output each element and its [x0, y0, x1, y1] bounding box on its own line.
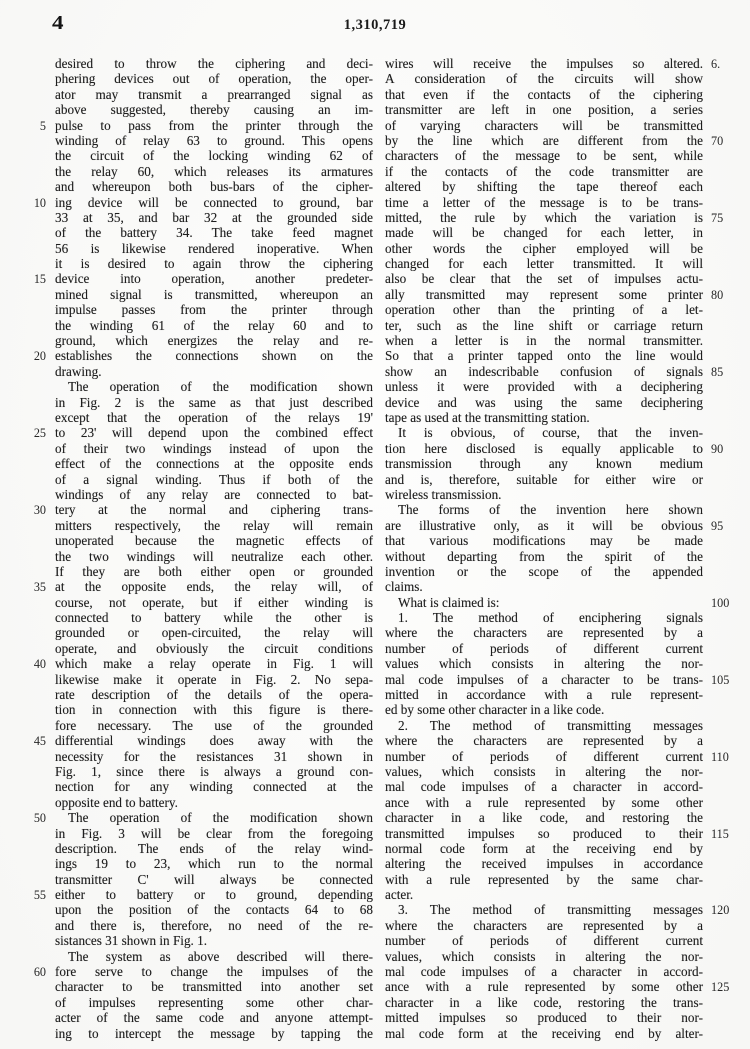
text-line-row — [30, 887, 373, 902]
text-line: wireless transmission. — [385, 486, 502, 502]
text-line-row — [385, 195, 733, 210]
margin-line-number: 85 — [711, 364, 724, 379]
text-line: to 23' will depend upon the combined effect — [55, 425, 373, 441]
text-line: operation other than the printing of a let- — [385, 302, 703, 318]
text-line-row — [385, 164, 733, 179]
text-line: It is obvious, of course, that the inven- — [398, 425, 703, 441]
text-line: when a letter is in the normal transmitter. — [385, 333, 703, 349]
text-line-row — [30, 656, 373, 671]
text-line-row — [30, 302, 373, 317]
text-line: 1. The method of enciphering signals — [398, 610, 703, 626]
text-line-row — [30, 441, 373, 456]
margin-line-number: 45 — [33, 734, 46, 749]
text-line: rate description of the details of the opera- — [55, 687, 373, 703]
text-line-row — [30, 733, 373, 748]
text-line-row — [30, 164, 373, 179]
text-line-row — [385, 410, 733, 425]
text-line: upon the position of the contacts 64 to 68 — [55, 902, 373, 918]
text-line-row — [30, 71, 373, 86]
text-line: are illustrative only, as it will be obvious — [385, 517, 703, 533]
text-line: course, not operate, but if either winding is — [55, 594, 373, 610]
text-line: unless it were provided with a deciphering — [385, 379, 703, 395]
text-line-row — [30, 364, 373, 379]
text-line: number of periods of different current — [385, 748, 703, 764]
text-line: mal code impulses of a character to be trans- — [385, 671, 703, 687]
margin-line-number: 90 — [711, 441, 724, 456]
text-line-row — [385, 102, 733, 117]
text-line: A consideration of the circuits will show — [385, 71, 703, 87]
text-line-row — [385, 979, 733, 994]
text-line-row — [30, 225, 373, 240]
text-line-row — [385, 579, 733, 594]
text-line-row — [30, 579, 373, 594]
text-line-row — [30, 395, 373, 410]
text-line: made will be changed for each letter, in — [385, 225, 703, 241]
text-line: ally transmitted may represent some printer — [385, 286, 703, 302]
text-line: device and was using the same deciphering — [385, 394, 703, 410]
margin-line-number: 115 — [711, 826, 729, 841]
text-line-row — [385, 918, 733, 933]
margin-line-number: 15 — [33, 272, 46, 287]
text-line: ings 19 to 23, which run to the normal — [55, 856, 373, 872]
text-line-row — [385, 256, 733, 271]
text-line-row — [385, 610, 733, 625]
text-line: ing device will be connected to ground, bar — [55, 194, 373, 210]
text-line: sistances 31 shown in Fig. 1. — [55, 933, 208, 949]
text-line-row — [30, 549, 373, 564]
text-line: So that a printer tapped onto the line would — [385, 348, 703, 364]
text-line-row — [30, 902, 373, 917]
text-line: tion here disclosed is equally applicable to — [385, 440, 703, 456]
text-line-row — [30, 1026, 373, 1041]
text-line-row — [385, 472, 733, 487]
text-line: of impulses representing some other char- — [55, 994, 373, 1010]
text-line-row — [30, 456, 373, 471]
text-line-row — [385, 533, 733, 548]
text-line: The operation of the modification shown — [68, 379, 373, 395]
text-line-row — [385, 641, 733, 656]
text-line-row — [30, 56, 373, 71]
text-line-row — [385, 348, 733, 363]
text-line: operate, and obviously the circuit conditions — [55, 640, 373, 656]
margin-line-number: 50 — [33, 811, 46, 826]
text-line-row — [385, 179, 733, 194]
text-line: and there is, therefore, no need of the re- — [55, 917, 373, 933]
text-line-row — [385, 148, 733, 163]
text-line-row — [385, 133, 733, 148]
text-line: mitted impulses so produced to their nor- — [385, 1010, 703, 1026]
text-line-row — [30, 564, 373, 579]
text-line-row — [385, 564, 733, 579]
text-line-row — [385, 856, 733, 871]
text-line-row — [30, 287, 373, 302]
text-line-row — [30, 641, 373, 656]
text-line: in Fig. 2 is the same as that just described — [55, 394, 373, 410]
text-line-row — [385, 210, 733, 225]
text-line-row — [30, 425, 373, 440]
page-number: 4 — [52, 12, 64, 34]
text-line: altering the received impulses in accordance — [385, 856, 703, 872]
text-line: acter of the same code and anyone attempt- — [55, 1010, 373, 1026]
text-line-row — [385, 826, 733, 841]
text-line: fore serve to change the impulses of the — [55, 964, 373, 980]
text-line-row — [385, 795, 733, 810]
margin-line-number: 70 — [711, 133, 724, 148]
text-line: desired to throw the ciphering and deci- — [55, 56, 373, 71]
text-line-row — [30, 210, 373, 225]
text-line: where the characters are represented by a — [385, 733, 703, 749]
text-line: tion in connection with this figure is there- — [55, 702, 373, 718]
text-line-row — [30, 702, 373, 717]
text-line-row — [385, 872, 733, 887]
text-line-row — [385, 687, 733, 702]
text-line: except that the operation of the relays 19' — [55, 409, 373, 425]
text-line-row — [30, 533, 373, 548]
margin-line-number: 110 — [711, 749, 729, 764]
text-line: 3. The method of transmitting messages — [398, 902, 703, 918]
text-line-row — [385, 425, 733, 440]
text-line: The forms of the invention here shown — [398, 502, 703, 518]
text-line: without departing from the spirit of the — [385, 548, 703, 564]
margin-line-number: 100 — [711, 595, 730, 610]
text-line-row — [385, 764, 733, 779]
text-line: transmitted impulses so produced to their — [385, 825, 703, 841]
text-line-row — [30, 1010, 373, 1025]
text-line-row — [385, 933, 733, 948]
text-line: 56 is likewise rendered inoperative. When — [55, 240, 373, 256]
text-line: phering devices out of operation, the oper- — [55, 71, 373, 87]
text-line: fore necessary. The use of the grounded — [55, 717, 373, 733]
text-line-row — [30, 918, 373, 933]
text-line: necessity for the resistances 31 shown in — [55, 748, 373, 764]
margin-line-number: 25 — [33, 426, 46, 441]
text-line-row — [30, 148, 373, 163]
text-column-right — [385, 56, 733, 1041]
text-line-row — [385, 56, 733, 71]
text-line: show an indescribable confusion of signals — [385, 363, 703, 379]
text-line: mined signal is transmitted, whereupon an — [55, 286, 373, 302]
text-line: ance with a rule represented by some other — [385, 979, 703, 995]
text-line: and is, therefore, suitable for either wire or — [385, 471, 703, 487]
text-line-row — [30, 487, 373, 502]
text-line: likewise make it operate in Fig. 2. No sepa- — [55, 671, 373, 687]
text-line-row — [30, 271, 373, 286]
text-line: and whereupon both bus-bars of the cipher- — [55, 179, 373, 195]
text-line: of the battery 34. The take feed magnet — [55, 225, 373, 241]
text-line: establishes the connections shown on the — [55, 348, 373, 364]
text-line: also be clear that the set of impulses actu- — [385, 271, 703, 287]
text-line-row — [385, 1010, 733, 1025]
text-line-row — [30, 979, 373, 994]
text-line-row — [30, 964, 373, 979]
text-line: The system as above described will there- — [68, 948, 373, 964]
text-line: unoperated because the magnetic effects of — [55, 533, 373, 549]
text-line-row — [30, 333, 373, 348]
text-line-row — [385, 964, 733, 979]
margin-line-number: 95 — [711, 518, 724, 533]
text-line-row — [30, 795, 373, 810]
text-line: by the line which are different from the — [385, 132, 703, 148]
text-line: changed for each letter transmitted. It will — [385, 256, 703, 272]
text-line: values, which consists in altering the nor- — [385, 763, 703, 779]
text-line: mal code form at the receiving end by alter- — [385, 1025, 703, 1041]
text-line: What is claimed is: — [398, 594, 500, 610]
text-line-row — [385, 502, 733, 517]
text-line: If they are both either open or grounded — [55, 563, 373, 579]
text-line: description. The ends of the relay wind- — [55, 840, 373, 856]
text-line-row — [385, 656, 733, 671]
text-line-row — [385, 749, 733, 764]
margin-line-number: 35 — [33, 580, 46, 595]
text-line-row — [385, 702, 733, 717]
text-line-row — [30, 502, 373, 517]
text-line: of their two windings instead of upon the — [55, 440, 373, 456]
text-line-row — [30, 102, 373, 117]
text-line: ing to intercept the message by tapping the — [55, 1025, 373, 1041]
text-line-row — [385, 302, 733, 317]
text-line: wires will receive the impulses so altered. — [385, 56, 703, 71]
text-line-row — [385, 441, 733, 456]
text-line: invention or the scope of the appended — [385, 563, 703, 579]
text-line: values, which consists in altering the nor- — [385, 948, 703, 964]
text-line: the circuit of the locking winding 62 of — [55, 148, 373, 164]
text-line: impulse passes from the printer through — [55, 302, 373, 318]
text-line-row — [385, 841, 733, 856]
text-line: character to be transmitted into another set — [55, 979, 373, 995]
text-line-row — [30, 118, 373, 133]
text-line-row — [385, 902, 733, 917]
text-line-row — [30, 749, 373, 764]
margin-line-number: 125 — [711, 980, 730, 995]
text-line-row — [30, 764, 373, 779]
text-line: where the characters are represented by a — [385, 625, 703, 641]
text-line-row — [385, 379, 733, 394]
margin-line-number: 40 — [33, 657, 46, 672]
text-line: nection for any winding connected at the — [55, 779, 373, 795]
text-line-row — [385, 395, 733, 410]
text-line: tape as used at the transmitting station. — [385, 409, 590, 425]
text-line-row — [385, 271, 733, 286]
text-line-row — [30, 610, 373, 625]
text-line-row — [385, 549, 733, 564]
margin-line-number: 120 — [711, 903, 730, 918]
text-line: of a signal winding. Thus if both of the — [55, 471, 373, 487]
text-line: Fig. 1, since there is always a ground con- — [55, 763, 373, 779]
text-line: opposite end to battery. — [55, 794, 178, 810]
margin-line-number: 10 — [33, 195, 46, 210]
text-line: ground, which energizes the relay and re- — [55, 333, 373, 349]
text-line: other words the cipher employed will be — [385, 240, 703, 256]
text-line: mitters respectively, the relay will remain — [55, 517, 373, 533]
text-line: above suggested, thereby causing an im- — [55, 102, 373, 118]
text-line-row — [30, 379, 373, 394]
text-line-row — [30, 872, 373, 887]
text-line-row — [30, 718, 373, 733]
margin-line-number: 30 — [33, 503, 46, 518]
text-line-row — [30, 856, 373, 871]
text-line-row — [30, 826, 373, 841]
text-line: number of periods of different current — [385, 640, 703, 656]
text-line-row — [30, 687, 373, 702]
text-line: which make a relay operate in Fig. 1 will — [55, 656, 373, 672]
text-line: mal code impulses of a character in accord- — [385, 779, 703, 795]
text-line: grounded or open-circuited, the relay will — [55, 625, 373, 641]
patent-number: 1,310,719 — [343, 17, 407, 33]
text-line-row — [385, 949, 733, 964]
text-line-row — [385, 456, 733, 471]
text-line: time a letter of the message is to be trans- — [385, 194, 703, 210]
text-line: values which consists in altering the nor- — [385, 656, 703, 672]
text-line-row — [30, 841, 373, 856]
margin-line-number: 6. — [711, 57, 721, 71]
text-line-row — [30, 133, 373, 148]
text-line: of varying characters will be transmitted — [385, 117, 703, 133]
text-line: ator may transmit a prearranged signal as — [55, 86, 373, 102]
text-line: ance with a rule represented by some other — [385, 794, 703, 810]
text-line: where the characters are represented by a — [385, 917, 703, 933]
text-line: either to battery or to ground, depending — [55, 887, 373, 903]
text-line-row — [385, 287, 733, 302]
text-line: transmitter C' will always be connected — [55, 871, 373, 887]
text-line: the winding 61 of the relay 60 and to — [55, 317, 373, 333]
text-line-row — [385, 118, 733, 133]
text-line: character in a like code, and restoring the — [385, 810, 703, 826]
text-line: mitted in accordance with a rule represent- — [385, 687, 703, 703]
text-line-row — [385, 518, 733, 533]
margin-line-number: 105 — [711, 672, 730, 687]
text-line: winding of relay 63 to ground. This opens — [55, 132, 373, 148]
text-line: mitted, the rule by which the variation is — [385, 209, 703, 225]
text-line-row — [30, 318, 373, 333]
text-line: that various modifications may be made — [385, 533, 703, 549]
text-line: effect of the connections at the opposite ends — [55, 456, 373, 472]
text-line-row — [385, 364, 733, 379]
text-line-row — [385, 71, 733, 86]
text-line: windings of any relay are connected to bat- — [55, 486, 373, 502]
text-line: normal code form at the receiving end by — [385, 840, 703, 856]
text-line: character in a like code, restoring the trans- — [385, 994, 703, 1010]
text-line-row — [30, 595, 373, 610]
text-line: ter, such as the line shift or carriage return — [385, 317, 703, 333]
text-line: claims. — [385, 579, 423, 595]
text-line-row — [30, 995, 373, 1010]
text-line-row — [30, 672, 373, 687]
text-line: transmission through any known medium — [385, 456, 703, 472]
text-line: 2. The method of transmitting messages — [398, 717, 703, 733]
text-line-row — [30, 87, 373, 102]
text-line: the relay 60, which releases its armatures — [55, 163, 373, 179]
text-line: connected to battery while the other is — [55, 610, 373, 626]
text-line-row — [30, 348, 373, 363]
text-line: transmitter are left in one position, a series — [385, 102, 703, 118]
text-line-row — [385, 241, 733, 256]
text-line: the two windings will neutralize each other. — [55, 548, 373, 564]
margin-line-number: 60 — [33, 965, 46, 980]
text-line: ed by some other character in a like code. — [385, 702, 605, 718]
text-line-row — [30, 472, 373, 487]
text-line: drawing. — [55, 363, 102, 379]
text-line-row — [30, 410, 373, 425]
text-line: pulse to pass from the printer through the — [55, 117, 373, 133]
text-line: mal code impulses of a character in accord- — [385, 964, 703, 980]
text-line-row — [385, 595, 733, 610]
text-line-row — [385, 995, 733, 1010]
text-line-row — [30, 256, 373, 271]
text-line-row — [30, 933, 373, 948]
text-line: device into operation, another predeter- — [55, 271, 373, 287]
text-line-row — [30, 179, 373, 194]
text-line: if the contacts of the code transmitter are — [385, 163, 703, 179]
text-line-row — [30, 949, 373, 964]
text-line-row — [385, 318, 733, 333]
text-line-row — [385, 225, 733, 240]
text-line-row — [385, 1026, 733, 1041]
text-line: differential windings does away with the — [55, 733, 373, 749]
margin-line-number: 20 — [33, 349, 46, 364]
text-line: with a rule represented by the same char- — [385, 871, 703, 887]
text-line: that even if the contacts of the ciphering — [385, 86, 703, 102]
text-line-row — [30, 625, 373, 640]
text-line: in Fig. 3 will be clear from the foregoing — [55, 825, 373, 841]
text-line: tery at the normal and ciphering trans- — [55, 502, 373, 518]
text-line: at the opposite ends, the relay will, of — [55, 579, 373, 595]
text-line: The operation of the modification shown — [68, 810, 373, 826]
text-line-row — [385, 733, 733, 748]
margin-line-number: 80 — [711, 287, 724, 302]
text-line-row — [385, 625, 733, 640]
text-line-row — [385, 810, 733, 825]
margin-line-number: 5 — [39, 118, 46, 133]
text-line-row — [30, 241, 373, 256]
text-line: it is desired to again throw the ciphering — [55, 256, 373, 272]
text-line-row — [30, 195, 373, 210]
text-line-row — [385, 333, 733, 348]
margin-line-number: 75 — [711, 210, 724, 225]
text-line-row — [385, 672, 733, 687]
text-line: altered by shifting the tape thereof each — [385, 179, 703, 195]
text-line-row — [385, 887, 733, 902]
text-line-row — [385, 487, 733, 502]
text-line-row — [30, 810, 373, 825]
text-line-row — [30, 779, 373, 794]
text-line-row — [385, 779, 733, 794]
text-line: 33 at 35, and bar 32 at the grounded side — [55, 209, 373, 225]
text-line: characters of the message to be sent, while — [385, 148, 703, 164]
text-line: number of periods of different current — [385, 933, 703, 949]
text-column-left — [30, 56, 373, 1041]
text-line-row — [30, 518, 373, 533]
text-line: acter. — [385, 887, 414, 903]
text-line-row — [385, 87, 733, 102]
text-line-row — [385, 718, 733, 733]
margin-line-number: 55 — [33, 888, 46, 903]
